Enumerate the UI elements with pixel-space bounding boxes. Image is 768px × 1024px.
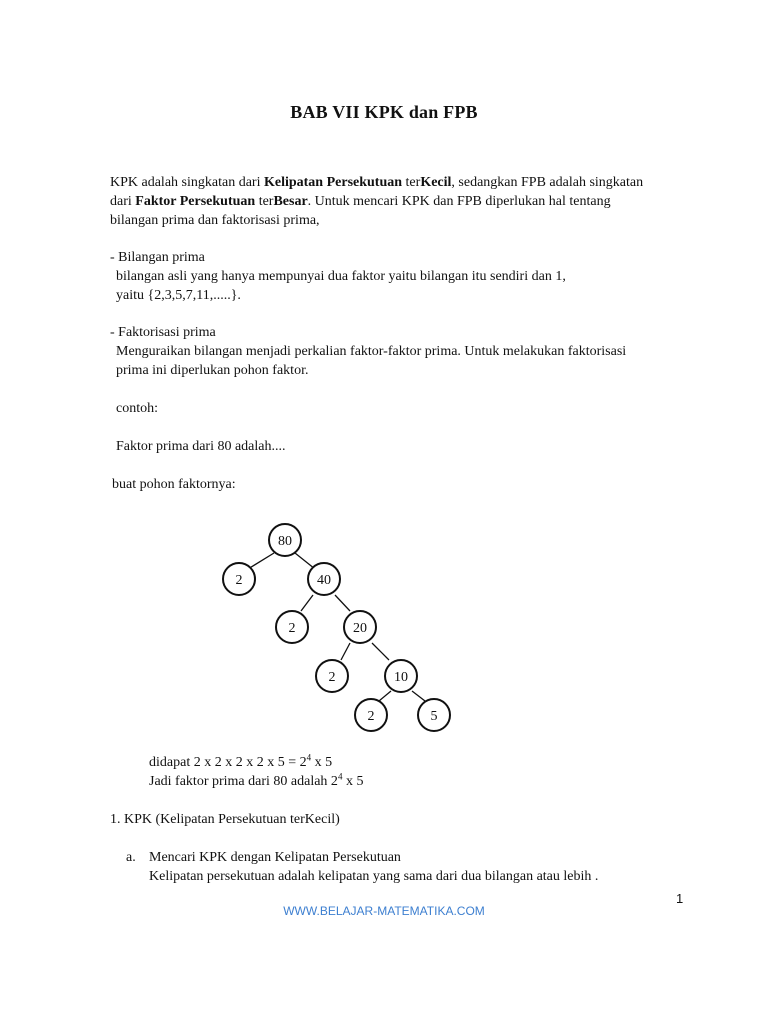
item-a-marker: a. (126, 850, 136, 865)
intro-text: , sedangkan FPB adalah singkatan (451, 175, 644, 190)
item-a-title: Mencari KPK dengan Kelipatan Persekutuan (149, 850, 401, 865)
result-line-2 (149, 773, 363, 791)
tree-label-2: 2 (288, 621, 296, 636)
page-title: BAB VII KPK dan FPB (290, 102, 478, 122)
tree-instruction: buat pohon faktornya: (112, 477, 236, 492)
exponent: 4 (306, 752, 312, 763)
prima-examples: yaitu {2,3,5,7,11,.....}. (116, 288, 241, 303)
result-line-1 (149, 754, 332, 772)
item-a-definition: Kelipatan persekutuan adalah kelipatan yang sama dari dua bilangan atau lebih . (149, 869, 599, 884)
intro-bold: Faktor Persekutuan (135, 194, 256, 209)
intro-text: . Untuk mencari KPK dan FPB diperlukan hal tentang (307, 194, 611, 209)
intro-bold: Kecil (420, 175, 452, 190)
exponent: 4 (337, 771, 343, 782)
intro-text: ter (255, 194, 274, 209)
result-text: didapat 2 x 2 x 2 x 2 x 5 = 2 (149, 755, 307, 770)
section-heading-kpk: 1. KPK (Kelipatan Persekutuan terKecil) (110, 812, 340, 827)
result-text: Jadi faktor prima dari 80 adalah 2 (149, 774, 338, 789)
tree-label-2: 2 (328, 670, 336, 685)
contoh-label: contoh: (116, 401, 158, 416)
result-text: x 5 (311, 755, 333, 770)
intro-line-2 (110, 193, 611, 211)
tree-label-2: 2 (235, 573, 243, 588)
faktorisasi-line-2: prima ini diperlukan pohon faktor. (116, 363, 309, 378)
intro-bold: Kelipatan Persekutuan (263, 175, 403, 190)
result-text: x 5 (342, 774, 364, 789)
tree-label-40: 40 (317, 573, 331, 588)
intro-line-3: bilangan prima dan faktorisasi prima, (110, 213, 320, 228)
faktorisasi-line-1: Menguraikan bilangan menjadi perkalian faktor-faktor prima. Untuk melakukan faktorisasi (116, 344, 627, 359)
tree-label-20: 20 (353, 621, 367, 636)
intro-text: dari (110, 194, 136, 209)
footer-website-link[interactable]: WWW.BELAJAR-MATEMATIKA.COM (283, 904, 485, 918)
page-number: 1 (676, 891, 684, 906)
tree-label-80: 80 (278, 534, 292, 549)
faktorisasi-heading: - Faktorisasi prima (110, 325, 216, 340)
prima-definition: bilangan asli yang hanya mempunyai dua faktor yaitu bilangan itu sendiri dan 1, (116, 269, 566, 284)
tree-label-2: 2 (367, 709, 375, 724)
intro-text: ter (402, 175, 421, 190)
factor-tree-diagram (200, 515, 470, 740)
example-question: Faktor prima dari 80 adalah.... (116, 439, 286, 454)
intro-bold: Besar (273, 194, 308, 209)
tree-label-5: 5 (430, 709, 438, 724)
tree-label-10: 10 (394, 670, 408, 685)
prima-heading: - Bilangan prima (110, 250, 205, 265)
intro-text: KPK adalah singkatan dari (110, 175, 264, 190)
intro-line-1 (110, 174, 643, 192)
